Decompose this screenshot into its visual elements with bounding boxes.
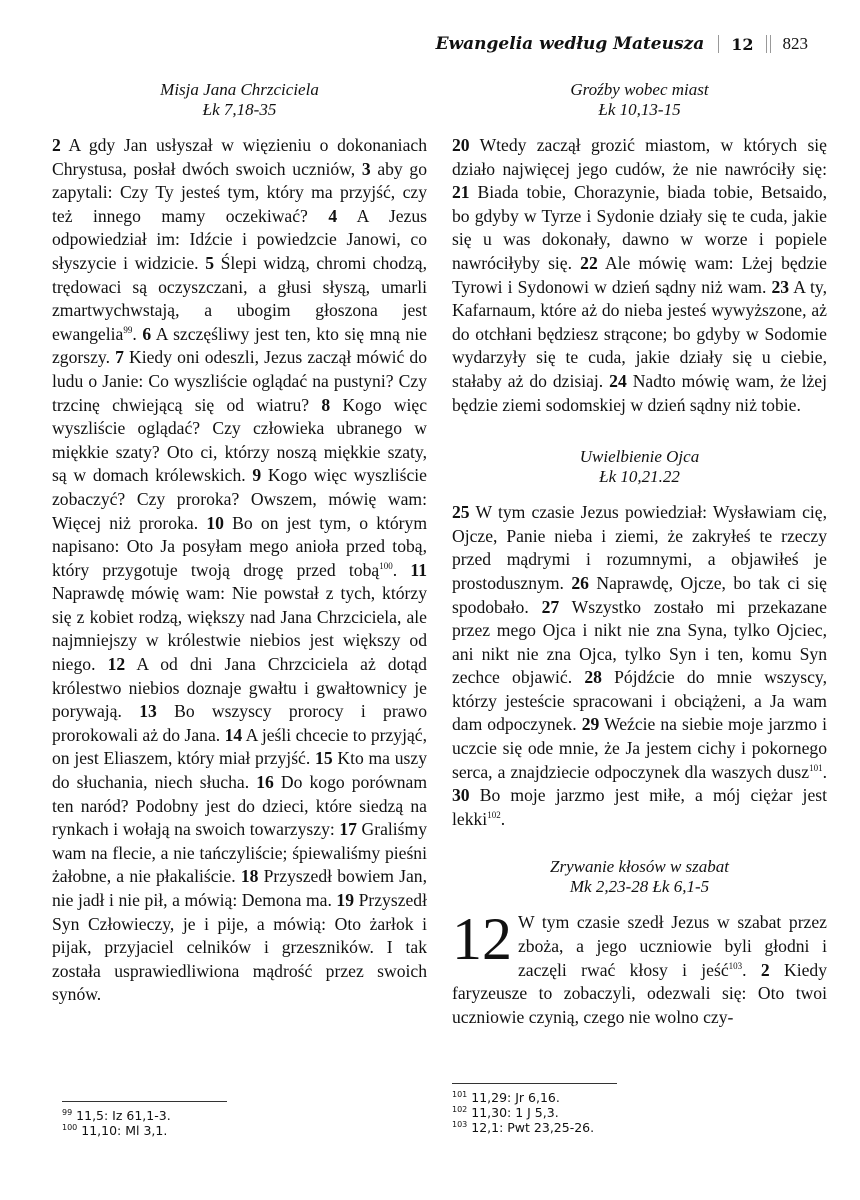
- verse-text: Do kogo porównam ten naród? Podobny jest do dzieci, które siedzą na rynkach i wołają na swoich towarzyszy:: [52, 772, 428, 840]
- verse-number: 2: [52, 135, 61, 155]
- verse-number: 25: [452, 502, 470, 523]
- section-title: Uwielbienie Ojca: [579, 447, 700, 467]
- verse-number: 28: [584, 667, 602, 688]
- verse-paragraph: [452, 906, 827, 1029]
- verse-text: Ale mówię wam: Lżej będzie Tyrowi i Sydonowi w dzień sądny niż wam.: [452, 252, 827, 297]
- verse-number: 11: [410, 559, 427, 580]
- verse-number: 10: [206, 512, 224, 533]
- verse-number: 29: [581, 714, 600, 735]
- verse-number: 18: [240, 866, 259, 887]
- verse-number: 20: [452, 135, 470, 155]
- verse-text: Kogo więc wyszliście zobaczyć? Czy proroka? Owszem, mówię wam: Więcej niż proroka.: [52, 465, 427, 533]
- verse-text: aby go zapytali: Czy Ty jesteś tym, który ma przyjść, czy też innego mamy oczekiwać?: [52, 158, 427, 226]
- footnote-number: 99: [62, 1107, 73, 1117]
- section-title: Misja Jana Chrzciciela: [160, 80, 319, 99]
- verse-text: A szczęśliwy jest ten, kto się mną nie zgorszy.: [52, 323, 427, 368]
- section-heading: [452, 80, 827, 120]
- verse-number: 12: [107, 654, 126, 675]
- section-reference: Łk 10,21.22: [599, 467, 680, 487]
- verse-number: 5: [205, 252, 214, 273]
- section-reference: Mk 2,23-28 Łk 6,1-5: [569, 877, 710, 897]
- verse-text: Naprawdę, Ojcze, bo tak ci się spodobało.: [452, 572, 827, 617]
- footnote-marker[interactable]: 100: [379, 560, 393, 571]
- footnote-marker[interactable]: 103: [728, 960, 743, 971]
- footnote: $^{101}$ 11,29: Jr 6,16.: [452, 1089, 560, 1105]
- verse-number: 14: [224, 724, 243, 745]
- footnote-number: 101: [452, 1089, 468, 1099]
- footnote: $^{103}$ 12,1: Pwt 23,25-26.: [452, 1119, 595, 1135]
- footnote-marker[interactable]: 102: [487, 809, 501, 820]
- verse-number: 8: [321, 394, 331, 415]
- chapter-number: 12: [731, 34, 754, 54]
- verse-number: 4: [328, 205, 338, 226]
- verse: 5 Ślepi widzą, chromi chodzą, trędowaci są oczyszczani, a głusi słyszą, umarli zmartwychwstają, a ubogim głoszona jest ewangelia$^{99}$.: [52, 252, 428, 344]
- verse-number: 16: [256, 772, 274, 793]
- verse-number: 22: [580, 252, 598, 273]
- verse-text: Nadto mówię wam, że lżej będzie ziemi sodomskiej w dzień sądny niż tobie.: [452, 370, 827, 415]
- verse-text: W tym czasie Jezus powiedział: Wysławiam cię, Ojcze, Panie nieba i ziemi, że zakryłeś te rzeczy przed mądrymi i rozumnymi, a objawiłeś je prostodusznym.: [452, 502, 827, 593]
- verse-text: Graliśmy wam na flecie, a nie tańczyliście; śpiewaliśmy pieśni żałobne, a nie płakaliście.: [52, 819, 427, 887]
- verse: 30 Bo moje jarzmo jest miłe, a mój ciężar jest lekki$^{102}$.: [452, 785, 827, 829]
- section-heading: [452, 447, 827, 487]
- verse-number: 9: [252, 465, 262, 486]
- verse: [452, 135, 827, 179]
- chapter-dropcap: 12: [452, 906, 512, 973]
- verse-text: Pójdźcie do mnie wszyscy, którzy jesteście spracowani i obciążeni, a Ja wam dam odpoczynek.: [452, 667, 827, 735]
- book-title: Ewangelia według Mateusza: [435, 34, 705, 54]
- verse-number: 30: [452, 785, 470, 806]
- verse-text: Weźcie na siebie moje jarzmo i uczcie się ode mnie, że Ja jestem cichy i pokornego serca, a znajdziecie odpoczynek dla waszych dusz: [452, 714, 827, 782]
- verse-text: Wszystko zostało mi przekazane przez mego Ojca i nikt nie zna Syna, tylko Ojciec, ani nikt nie zna Ojca, tylko Syn i ten, komu Syn zechce objawić.: [452, 596, 827, 688]
- verse-text: Naprawdę mówię wam: Nie powstał z tych, którzy się z kobiet rodzą, większy nad Jana Chrzciciela, ale najmniejszy w królestwie niebios jest większy od niego.: [52, 583, 427, 675]
- section-title: Groźby wobec miast: [570, 80, 709, 99]
- section-title: Zrywanie kłosów w szabat: [550, 857, 729, 877]
- verse-text: A jeśli chcecie to przyjąć, on jest Eliaszem, który miał przyjść.: [52, 724, 428, 769]
- verse-text: Kto ma uszy do słuchania, niech słucha.: [52, 748, 427, 793]
- verse-number: 27: [541, 596, 560, 617]
- right-column: [452, 80, 827, 1029]
- verse-text: Kogo więc wyszliście oglądać? Czy człowieka ubranego w miękkie szaty? Oto ci, którzy noszą miękkie szaty, są w domach królewskich.: [52, 394, 428, 486]
- verse-text: A Jezus odpowiedział im: Idźcie i powiedzcie Janowi, co słyszycie i widzicie.: [52, 205, 427, 273]
- verse-text: Przyszedł Syn Człowieczy, je i pije, a mówią: Oto żarłok i pijak, przyjaciel celników i grzeszników. I tak została usprawiedliwiona mądrość przez swoich synów.: [52, 890, 427, 1005]
- verse-number: 21: [452, 182, 470, 203]
- verse-text: Bo moje jarzmo jest miłe, a mój ciężar jest lekki: [452, 785, 827, 829]
- footnote-marker[interactable]: 99: [123, 324, 133, 335]
- footnote-number: 100: [62, 1122, 78, 1132]
- verse-number: 24: [609, 370, 627, 391]
- verse-text: Bo on jest tym, o którym napisano: Oto Ja posyłam mego anioła przed tobą, który przygotuje twoją drogę przed tobą: [52, 512, 428, 580]
- verse-text: A gdy Jan usłyszał w więzieniu o dokonaniach Chrystusa, posłał dwóch swoich uczniów,: [52, 135, 427, 179]
- verse-number: 2: [760, 959, 770, 980]
- verse-paragraph: [452, 501, 827, 831]
- verse-paragraph: [52, 134, 427, 1007]
- verse-number: 26: [571, 572, 589, 593]
- footnote: $^{102}$ 11,30: 1 J 5,3.: [452, 1104, 559, 1120]
- verse: 29 Weźcie na siebie moje jarzmo i uczcie się ode mnie, że Ja jestem cichy i pokornego serca, a znajdziecie odpoczynek dla waszych dusz$^{101}$.: [452, 714, 827, 782]
- footnote-number: 102: [452, 1104, 468, 1114]
- verse-text: A od dni Jana Chrzciciela aż dotąd królestwo niebios doznaje gwałtu i gwałtownicy je porywają.: [52, 654, 427, 722]
- footnotes-right: [452, 1083, 617, 1135]
- section-heading: [52, 80, 427, 120]
- verse-text: A ty, Kafarnaum, które aż do nieba jesteś wywyższone, aż do otchłani będziesz strącone; bo gdyby w Sodomie wydarzyły się te cuda, jakie działy się u ciebie, stałaby aż do dzisiaj.: [452, 276, 827, 391]
- verse-text: W tym czasie szedł Jezus w szabat przez zboża, a jego uczniowie byli głodni i zaczęli rwać kłosy i jeść: [518, 912, 827, 980]
- footnote: $^{99}$ 11,5: Iz 61,1-3.: [62, 1107, 171, 1123]
- page-number: 823: [782, 34, 808, 53]
- verse-text: Kiedy faryzeusze to zobaczyli, odezwali się: Oto twoi uczniowie czynią, czego nie wolno czy-: [452, 959, 827, 1027]
- verse-text: Biada tobie, Chorazynie, biada tobie, Betsaido, bo gdyby w Tyrze i Sydonie działy się te cuda, jakie się u was dokonały, dawno w worze i popiele nawróciłyby się.: [452, 182, 828, 273]
- section-reference: Łk 10,13-15: [598, 100, 681, 119]
- verse-number: 13: [139, 701, 157, 722]
- footnote-rule: [62, 1101, 227, 1102]
- footnotes-left: [62, 1101, 227, 1138]
- verse-text: Ślepi widzą, chromi chodzą, trędowaci są oczyszczani, a głusi słyszą, umarli zmartwychwstają, a ubogim głoszona jest ewangelia: [52, 252, 428, 344]
- header-divider: [718, 35, 719, 53]
- header-double-divider: [766, 35, 771, 53]
- footnote-number: 103: [452, 1119, 468, 1129]
- verse-number: 23: [771, 276, 790, 297]
- verse-paragraph: [452, 134, 827, 417]
- verse-number: 3: [361, 158, 371, 179]
- section-heading: [452, 857, 827, 897]
- verse-number: 15: [315, 748, 333, 769]
- footnote-marker[interactable]: 101: [809, 762, 823, 773]
- footnote: $^{100}$ 11,10: Ml 3,1.: [62, 1122, 168, 1138]
- verse-number: 6: [142, 323, 152, 344]
- left-column: [52, 80, 427, 1007]
- section-reference: Łk 7,18-35: [202, 100, 277, 119]
- verse: W tym czasie szedł Jezus w szabat przez zboża, a jego uczniowie byli głodni i zaczęli rwać kłosy i jeść$^{103}$.: [518, 912, 827, 980]
- verse-number: 7: [115, 347, 124, 368]
- footnote-rule: [452, 1083, 617, 1084]
- verse-text: Bo wszyscy prorocy i prawo prorokowali aż do Jana.: [52, 701, 428, 745]
- verse-number: 19: [336, 890, 355, 910]
- verse-text: Kiedy oni odeszli, Jezus zaczął mówić do ludu o Janie: Co wyszliście oglądać na pustyni? Czy trzcinę chwiejącą się od wiatru?: [52, 347, 427, 415]
- verse: 10 Bo on jest tym, o którym napisano: Oto Ja posyłam mego anioła przed tobą, który przygotuje twoją drogę przed tobą$^{100}$.: [52, 512, 428, 580]
- running-header: [436, 34, 808, 54]
- verse-text: Wtedy zaczął grozić miastom, w których się działo najwięcej jego cudów, że nie nawróciły się:: [452, 135, 827, 179]
- verse-number: 17: [339, 819, 357, 840]
- verse-text: Przyszedł bowiem Jan, nie jadł i nie pił, a mówią: Demona ma.: [52, 866, 427, 910]
